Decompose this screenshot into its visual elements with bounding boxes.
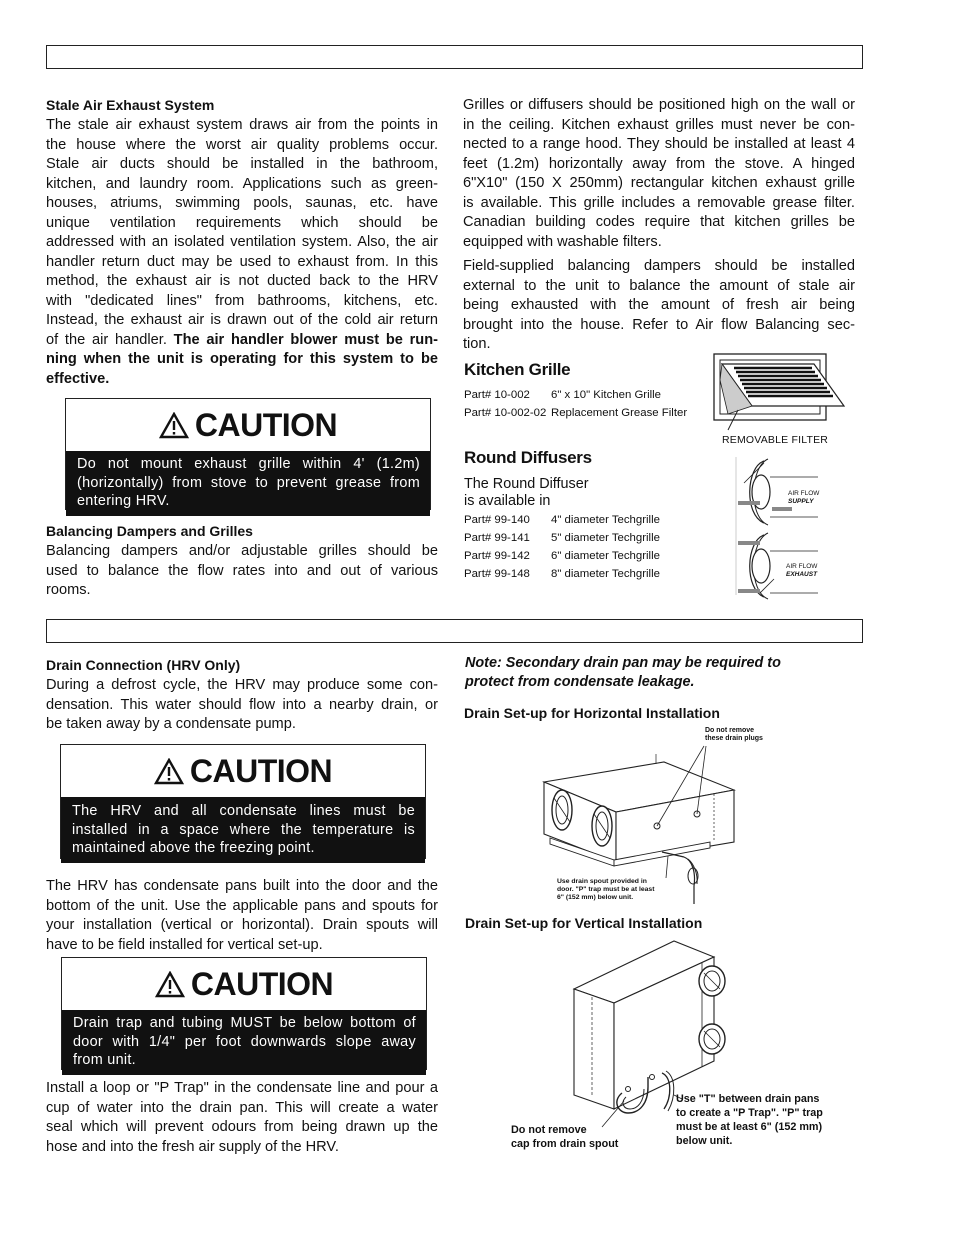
text-line: Canadian building codes require that kitchen grilles be (463, 214, 855, 230)
label-line: below unit. (676, 1135, 733, 1147)
vertical-left-note (511, 1124, 618, 1151)
caution-title (62, 958, 426, 1010)
vertical-installation-heading: Drain Set-up for Vertical Installation (465, 915, 703, 931)
round-diffuser-parts (464, 511, 660, 583)
text-line: The HRV has condensate pans built into the door and the (46, 878, 438, 894)
kitchen-grille-heading: Kitchen Grille (464, 360, 571, 379)
caution-title (66, 399, 430, 451)
drain-spout-label (557, 878, 654, 902)
note-line: protect from condensate leakage. (465, 674, 695, 690)
text-line: equipped with washable filters. (463, 233, 662, 250)
label-line: door. "P" trap must be at least (557, 886, 655, 893)
text-line: method, the exhaust air is not ducted back to the HRV (46, 273, 438, 289)
grilles-section (463, 96, 855, 355)
text-line: During a defrost cycle, the HRV may produce some con- (46, 677, 438, 693)
bold-span: The air handler blower must be run- (173, 331, 438, 348)
warning-triangle-icon (154, 758, 184, 785)
text-line: have to be field installed for vertical set-up. (46, 936, 323, 953)
text-line: 6"X10" (150 X 250mm) rectangular kitchen exhaust grille (463, 175, 855, 191)
text-line: densation. This water should flow into a nearby drain, or (46, 696, 438, 713)
stale-air-heading: Stale Air Exhaust System (46, 97, 215, 113)
label-line: Do not remove (511, 1124, 587, 1136)
caution-body (66, 451, 430, 516)
exhaust-airflow-label (786, 563, 817, 579)
text-line: be taken away by a condensate pump. (46, 716, 296, 732)
part-number: Part# 10-002-02 (464, 407, 547, 419)
text-line: Stale air ducts should be installed in the bathroom, (46, 156, 438, 172)
kitchen-grille-parts (464, 386, 687, 422)
label-line: Use drain spout provided in (557, 878, 647, 885)
vertical-right-note (676, 1092, 823, 1148)
text-line: Instead, the exhaust air is drawn out of the cold air return (46, 312, 438, 328)
text-line: The stale air exhaust system draws air from the points in (46, 117, 438, 133)
bold-line: ning when the unit is operating for this system to be (46, 351, 438, 367)
horizontal-installation-heading: Drain Set-up for Horizontal Installation (464, 705, 720, 721)
warning-triangle-icon (155, 971, 185, 998)
text-line: hose and into the fresh air supply of the HRV. (46, 1138, 339, 1155)
text-line: in the ceiling. Kitchen exhaust grilles must never be con- (463, 116, 855, 133)
text-line: seal which will prevent odours from being drawn up the (46, 1119, 438, 1135)
text-line: is available. This grille includes a removable grease filter. (463, 194, 855, 211)
text-span: of the air handler. (46, 331, 167, 348)
text-line: houses, atriums, swimming pools, saunas, etc. have (46, 195, 438, 211)
text-line: Install a loop or "P Trap" in the condensate line and pour a (46, 1080, 438, 1096)
caution-line: (horizontally) from stove to prevent grease from (77, 474, 420, 491)
section-header-bar-middle (46, 619, 863, 643)
balancing-heading: Balancing Dampers and Grilles (46, 523, 253, 539)
caution-box-drain-trap (61, 957, 427, 1070)
stale-air-body (46, 116, 438, 389)
caution-label: CAUTION (190, 965, 334, 1002)
text-line: feet (1.2m) horizontally away from the stove. A hinged (463, 155, 855, 172)
text-line: kitchen, and laundry room. Applications such as green- (46, 175, 438, 192)
part-row (464, 547, 660, 565)
caution-box-freezing (60, 744, 426, 859)
drain-plugs-label (705, 727, 763, 743)
part-desc: 8" diameter Techgrille (551, 568, 660, 580)
part-row (464, 404, 687, 422)
secondary-drain-note (465, 654, 781, 692)
caution-title (61, 745, 425, 797)
part-desc: 6" x 10" Kitchen Grille (551, 389, 662, 401)
text-line-mixed (46, 331, 438, 351)
label-line: Do not remove (705, 727, 755, 734)
part-row (464, 565, 660, 583)
text-line: with "dedicated lines" from bathrooms, kitchens, etc. (46, 292, 438, 309)
label-line: to create a "P Trap". "P" trap (676, 1107, 823, 1119)
part-desc: 4" diameter Techgrille (551, 514, 660, 526)
warning-triangle-icon (159, 412, 189, 439)
round-diffuser-intro (464, 476, 589, 510)
label-line: cap from drain spout (511, 1137, 619, 1150)
part-desc: 5" diameter Techgrille (551, 532, 660, 544)
text-line: bottom of the unit. Use the applicable pans and spouts for (46, 897, 438, 914)
caution-box-grease (65, 398, 431, 510)
part-number: Part# 99-140 (464, 514, 530, 526)
bold-line: effective. (46, 370, 110, 387)
part-number: Part# 99-141 (464, 532, 530, 544)
caution-line: maintained above the freezing point. (72, 840, 315, 856)
drain-heading: Drain Connection (HRV Only) (46, 657, 241, 673)
part-number: Part# 99-142 (464, 550, 530, 562)
text-line: external to the unit to balance the amount of stale air (463, 277, 855, 294)
text-line: nected to a range hood. They should be installed at least 4 (463, 136, 855, 152)
text-line: brought into the house. Refer to Air flow Balancing sec- (463, 316, 855, 333)
ptrap-text (46, 1079, 438, 1157)
part-row (464, 511, 660, 529)
caution-line: from unit. (73, 1052, 136, 1068)
round-diffuser-figure (734, 455, 824, 603)
caution-line: The HRV and all condensate lines must be (72, 803, 415, 819)
label-line: 6" (152 mm) below unit. (557, 894, 634, 901)
part-row (464, 386, 687, 404)
round-diffusers-heading: Round Diffusers (464, 448, 592, 467)
text-line: rooms. (46, 582, 91, 598)
kitchen-grille-figure (708, 350, 858, 432)
text-line: your installation (vertical or horizontal). Drain spouts will (46, 917, 438, 933)
caution-line: Drain trap and tubing MUST be below bottom of (73, 1015, 416, 1031)
text-line: tion. (463, 336, 491, 352)
caution-line: entering HRV. (77, 493, 170, 509)
label-line: Use "T" between drain pans (676, 1093, 820, 1105)
text-line: being exhausted with the amount of fresh air being (463, 297, 855, 313)
intro-line: The Round Diffuser (464, 476, 589, 492)
text-line: handler return duct may be used to exhaust from. In this (46, 253, 438, 270)
label-line: SUPPLY (788, 498, 814, 505)
part-number: Part# 99-148 (464, 568, 530, 580)
caution-label: CAUTION (194, 406, 338, 443)
condensate-pans-text (46, 877, 438, 955)
caution-body (61, 797, 425, 863)
section-header-bar-top (46, 45, 863, 69)
balancing-section (46, 522, 438, 601)
part-number: Part# 10-002 (464, 389, 530, 401)
label-line: AIR FLOW (786, 563, 818, 570)
text-line: unique ventilation requirements which should be (46, 214, 438, 231)
supply-airflow-label (788, 490, 819, 506)
note-line: Note: Secondary drain pan may be required to (465, 655, 781, 671)
removable-filter-label: REMOVABLE FILTER (722, 434, 829, 446)
text-line: Balancing dampers and/or adjustable grilles should be (46, 543, 438, 559)
label-line: must be at least 6" (152 mm) (676, 1121, 823, 1133)
part-row (464, 529, 660, 547)
caution-line: installed in a space where the temperature is (72, 821, 415, 838)
stale-air-section (46, 96, 438, 389)
caution-body (62, 1010, 426, 1075)
text-line: Field-supplied balancing dampers should be installed (463, 258, 855, 274)
label-line: AIR FLOW (788, 490, 820, 497)
label-line: EXHAUST (786, 571, 818, 578)
caution-line: Do not mount exhaust grille within 4' (1.2m) (77, 456, 420, 472)
text-line: Grilles or diffusers should be positioned high on the wall or (463, 97, 855, 113)
part-desc: Replacement Grease Filter (551, 407, 688, 419)
text-line: used to balance the flow rates into and out of various (46, 562, 438, 579)
text-line: addressed with an isolated ventilation system. Also, the air (46, 234, 438, 250)
text-line: the house where the worst air quality problems occur. (46, 136, 438, 153)
caution-label: CAUTION (189, 752, 333, 789)
part-desc: 6" diameter Techgrille (551, 550, 660, 562)
text-line: cup of water into the drain pan. This will create a water (46, 1099, 438, 1116)
caution-line: door with 1/4" per foot downwards slope away (73, 1033, 416, 1050)
intro-line: is available in (464, 493, 551, 509)
label-line: these drain plugs (705, 735, 763, 742)
drain-section (46, 656, 438, 735)
